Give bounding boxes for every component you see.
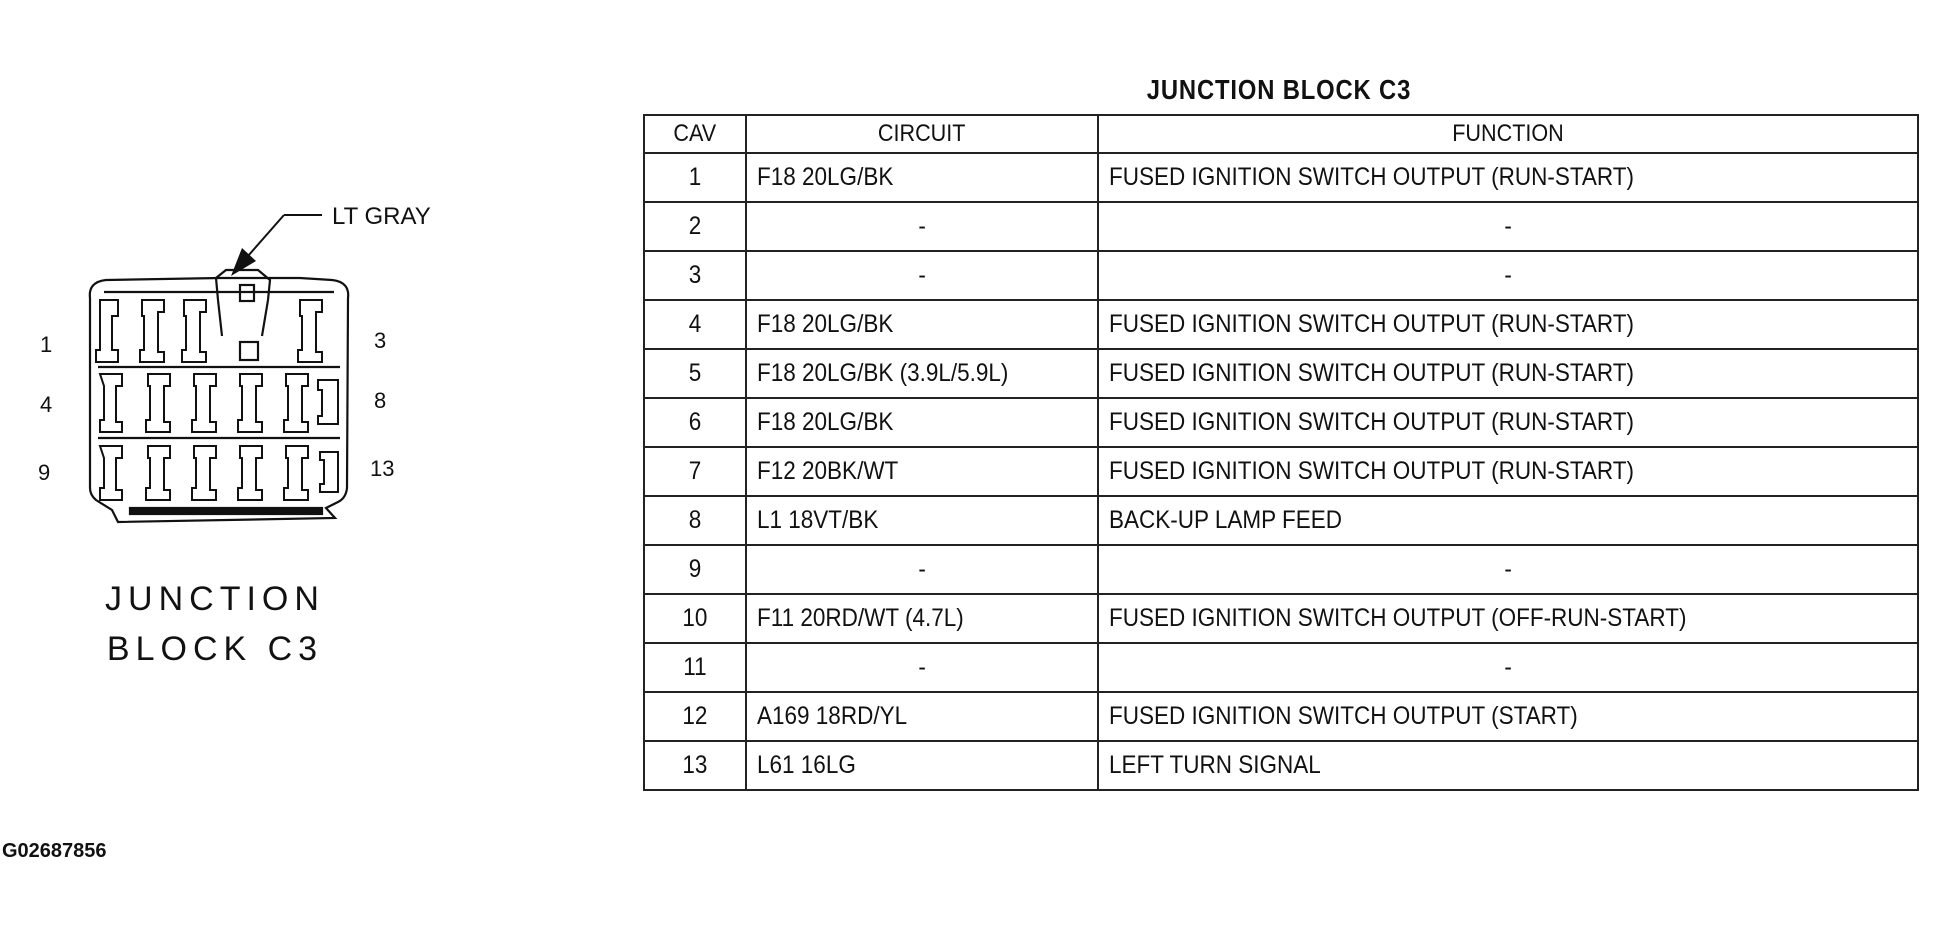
cell-function-text: FUSED IGNITION SWITCH OUTPUT (RUN-START) (1109, 163, 1634, 191)
cell-cav (644, 496, 746, 545)
table-row (644, 741, 1918, 790)
cell-cav (644, 202, 746, 251)
table-row (644, 251, 1918, 300)
cell-cav-text: 10 (682, 604, 708, 632)
cell-cav-text: 7 (688, 457, 702, 485)
pin-label-3: 3 (374, 328, 387, 353)
cell-function (1098, 545, 1918, 594)
cell-cav-text: 4 (688, 310, 702, 338)
cell-cav (644, 594, 746, 643)
cell-circuit (746, 594, 1098, 643)
cell-cav (644, 447, 746, 496)
cell-function (1098, 496, 1918, 545)
cell-function (1098, 300, 1918, 349)
table-row (644, 545, 1918, 594)
pin-label-9: 9 (38, 460, 51, 485)
cell-cav-text: 9 (688, 555, 702, 583)
pinout-body (644, 153, 1918, 790)
table-row (644, 594, 1918, 643)
table-row (644, 496, 1918, 545)
cell-circuit-text: F18 20LG/BK (757, 408, 894, 436)
cell-cav-text: 12 (682, 702, 708, 730)
cell-cav (644, 741, 746, 790)
cell-cav (644, 251, 746, 300)
cell-cav-text: 6 (688, 408, 702, 436)
pinout-table (643, 114, 1919, 791)
cell-cav-text: 2 (688, 212, 702, 240)
cell-circuit-text: A169 18RD/YL (757, 702, 908, 730)
table-row (644, 643, 1918, 692)
cell-circuit-text: L1 18VT/BK (757, 506, 879, 534)
cell-circuit (746, 496, 1098, 545)
table-header-row (644, 115, 1918, 153)
cell-function (1098, 398, 1918, 447)
cell-circuit (746, 643, 1098, 692)
cell-cav-text: 8 (688, 506, 702, 534)
color-callout-label: LT GRAY (332, 203, 431, 230)
cell-function-text: FUSED IGNITION SWITCH OUTPUT (START) (1109, 702, 1578, 730)
table-row (644, 398, 1918, 447)
pin-label-1: 1 (40, 332, 53, 357)
cell-cav (644, 349, 746, 398)
cell-circuit (746, 741, 1098, 790)
cell-cav-text: 11 (683, 653, 707, 681)
table-row (644, 300, 1918, 349)
pin-numbers (38, 328, 394, 485)
table-row (644, 692, 1918, 741)
cell-function-text: - (1504, 261, 1512, 289)
cell-cav (644, 692, 746, 741)
cell-function-text: LEFT TURN SIGNAL (1109, 751, 1321, 779)
cell-circuit-text: - (918, 212, 926, 240)
cell-cav (644, 545, 746, 594)
table-row (644, 202, 1918, 251)
cell-circuit (746, 153, 1098, 202)
cell-function (1098, 153, 1918, 202)
cell-circuit (746, 692, 1098, 741)
cell-cav-text: 3 (688, 261, 702, 289)
cell-function (1098, 594, 1918, 643)
cell-circuit-text: F12 20BK/WT (757, 457, 899, 485)
cell-circuit (746, 202, 1098, 251)
cell-cav-text: 13 (682, 751, 708, 779)
cell-function (1098, 202, 1918, 251)
cell-cav (644, 398, 746, 447)
cell-cav (644, 153, 746, 202)
pin-label-8: 8 (374, 388, 387, 413)
cell-cav (644, 300, 746, 349)
cell-circuit-text: F18 20LG/BK (757, 310, 894, 338)
cell-circuit-text: F18 20LG/BK (757, 163, 894, 191)
cell-function-text: FUSED IGNITION SWITCH OUTPUT (OFF-RUN-START) (1109, 604, 1687, 632)
cell-circuit (746, 300, 1098, 349)
pin-label-4: 4 (40, 392, 53, 417)
cell-circuit-text: - (918, 555, 926, 583)
cell-function-text: FUSED IGNITION SWITCH OUTPUT (RUN-START) (1109, 457, 1634, 485)
cell-function-text: - (1504, 653, 1512, 681)
table-title: JUNCTION BLOCK C3 (1146, 74, 1412, 105)
figure-id: G02687856 (2, 840, 107, 862)
table-row (644, 349, 1918, 398)
cell-circuit-text: F18 20LG/BK (3.9L/5.9L) (757, 359, 1009, 387)
connector-body (90, 270, 348, 522)
cell-function (1098, 643, 1918, 692)
pin-label-13: 13 (370, 456, 395, 481)
cell-function (1098, 692, 1918, 741)
cell-circuit (746, 545, 1098, 594)
cell-circuit-text: L61 16LG (757, 751, 856, 779)
cell-function-text: FUSED IGNITION SWITCH OUTPUT (RUN-START) (1109, 408, 1634, 436)
connector-cavities (96, 300, 338, 500)
cell-cav-text: 1 (688, 163, 702, 191)
connector-label-line2: BLOCK C3 (106, 630, 324, 668)
cell-function-text: FUSED IGNITION SWITCH OUTPUT (RUN-START) (1109, 359, 1634, 387)
color-callout-leader (248, 215, 322, 256)
cell-function (1098, 251, 1918, 300)
cell-function (1098, 349, 1918, 398)
table-row (644, 153, 1918, 202)
header-circuit: CIRCUIT (746, 115, 1098, 153)
cell-function (1098, 741, 1918, 790)
cell-function-text: - (1504, 212, 1512, 240)
connector-label-line1: JUNCTION (105, 580, 325, 618)
cell-cav-text: 5 (688, 359, 702, 387)
cell-circuit (746, 251, 1098, 300)
cell-function (1098, 447, 1918, 496)
cell-function-text: BACK-UP LAMP FEED (1109, 506, 1342, 534)
cell-circuit-text: - (918, 653, 926, 681)
cell-cav (644, 643, 746, 692)
cell-function-text: FUSED IGNITION SWITCH OUTPUT (RUN-START) (1109, 310, 1634, 338)
cell-circuit (746, 398, 1098, 447)
cell-function-text: - (1504, 555, 1512, 583)
header-cav: CAV (644, 115, 746, 153)
cell-circuit-text: F11 20RD/WT (4.7L) (757, 604, 964, 632)
table-row (644, 447, 1918, 496)
cell-circuit (746, 447, 1098, 496)
connector-label (90, 574, 340, 674)
cell-circuit-text: - (918, 261, 926, 289)
header-function: FUNCTION (1098, 115, 1918, 153)
cell-circuit (746, 349, 1098, 398)
